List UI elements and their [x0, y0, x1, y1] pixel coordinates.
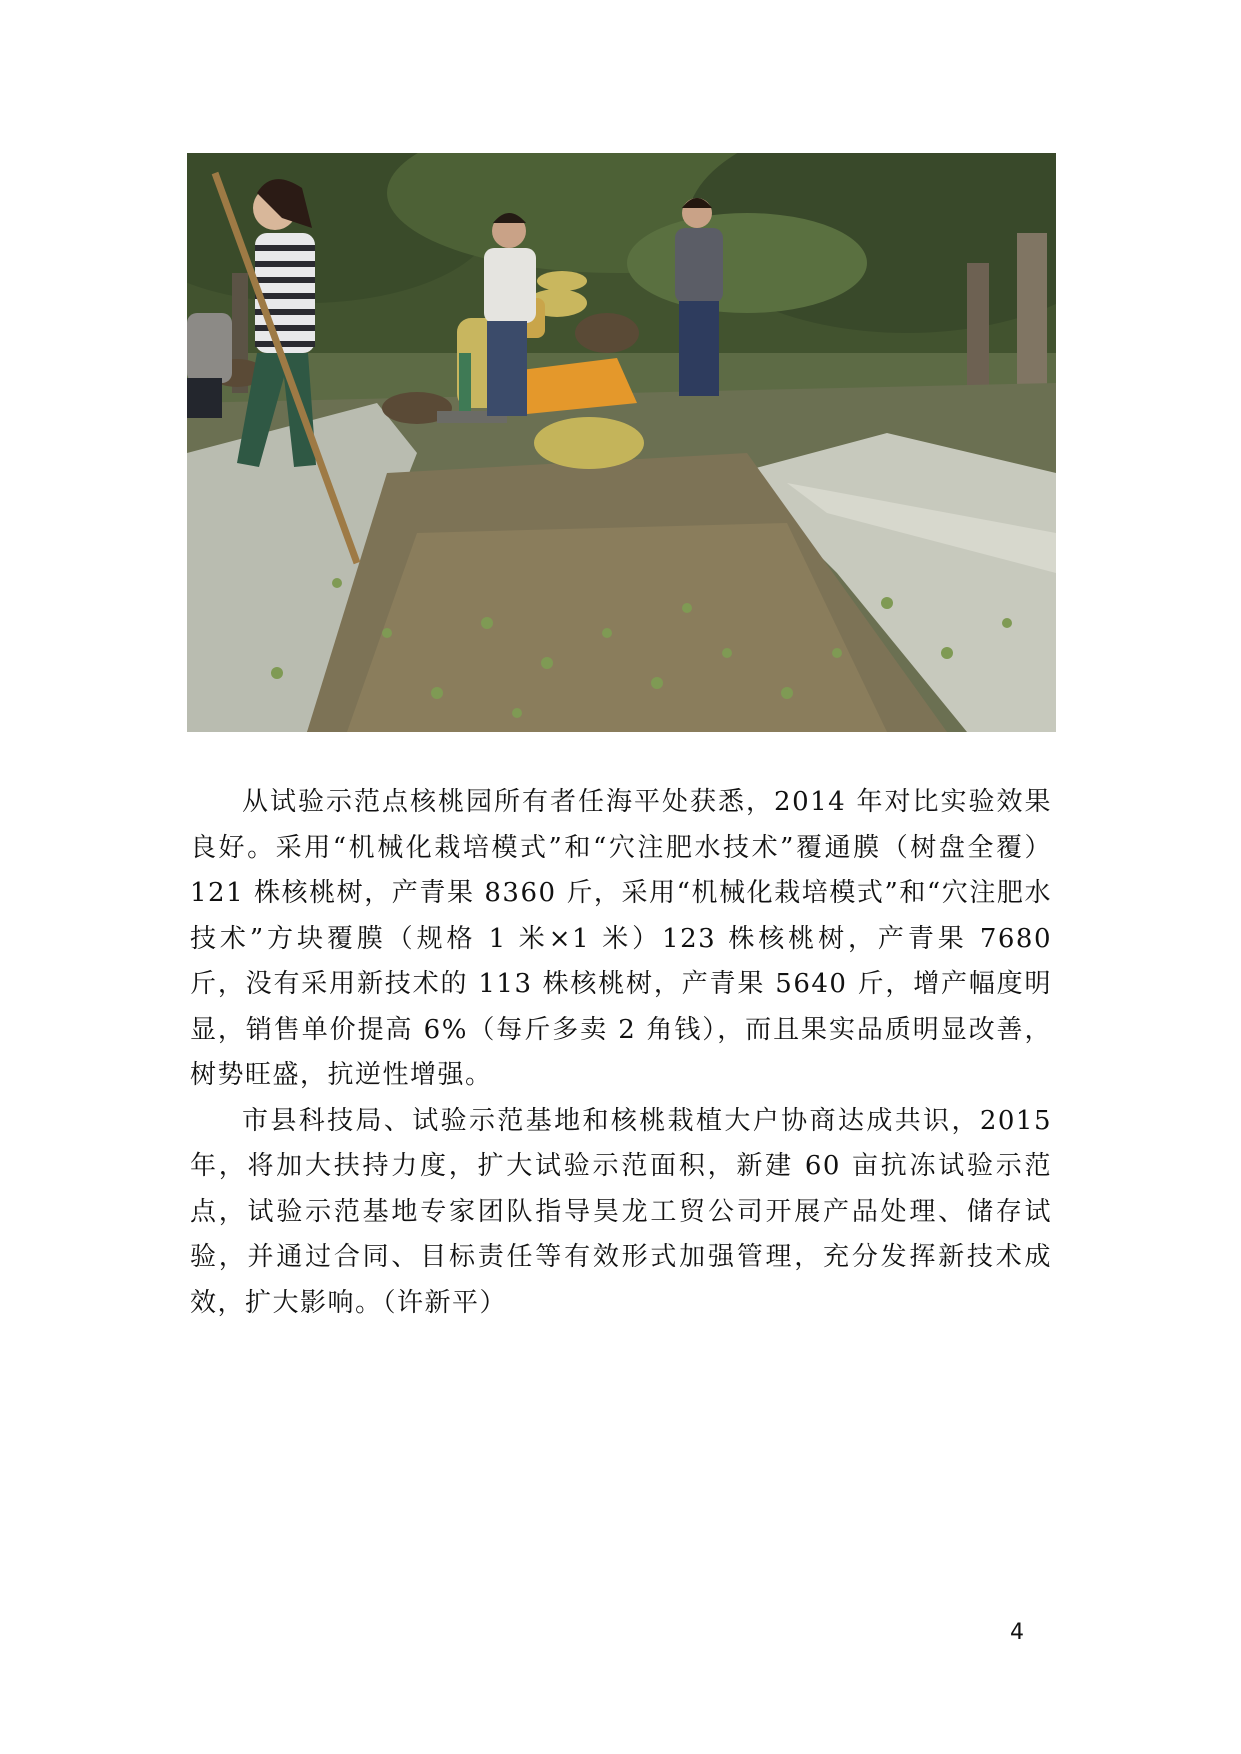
orchard-harvest-photo — [187, 153, 1056, 732]
article-body — [190, 780, 1052, 1326]
page-number: 4 — [1010, 1620, 1024, 1645]
paragraph-plan: 市县科技局、试验示范基地和核桃栽植大户协商达成共识，2015 年，将加大扶持力度，扩大试验示范面积，新建 60 亩抗冻试验示范点，试验示范基地专家团队指导昊龙工贸公司开展产品处理、储存试验，并通过合同、目标责任等有效形式加强管理，充分发挥新技术成效，扩大影响。（许新平） — [190, 1105, 1052, 1318]
paragraph-results: 从试验示范点核桃园所有者任海平处获悉，2014 年对比实验效果良好。采用“机械化栽培模式”和“穴注肥水技术”覆通膜（树盘全覆）121 株核桃树，产青果 8360 斤，采用“机械化栽培模式”和“穴注肥水技术”方块覆膜（规格 1 米×1 米）123 株核桃树，产青果 7680 斤，没有采用新技术的 113 株核桃树，产青果 5640 斤，增产幅度明显，销售单价提高 6%（每斤多卖 2 角钱），而且果实品质明显改善，树势旺盛，抗逆性增强。 — [190, 787, 1052, 1090]
